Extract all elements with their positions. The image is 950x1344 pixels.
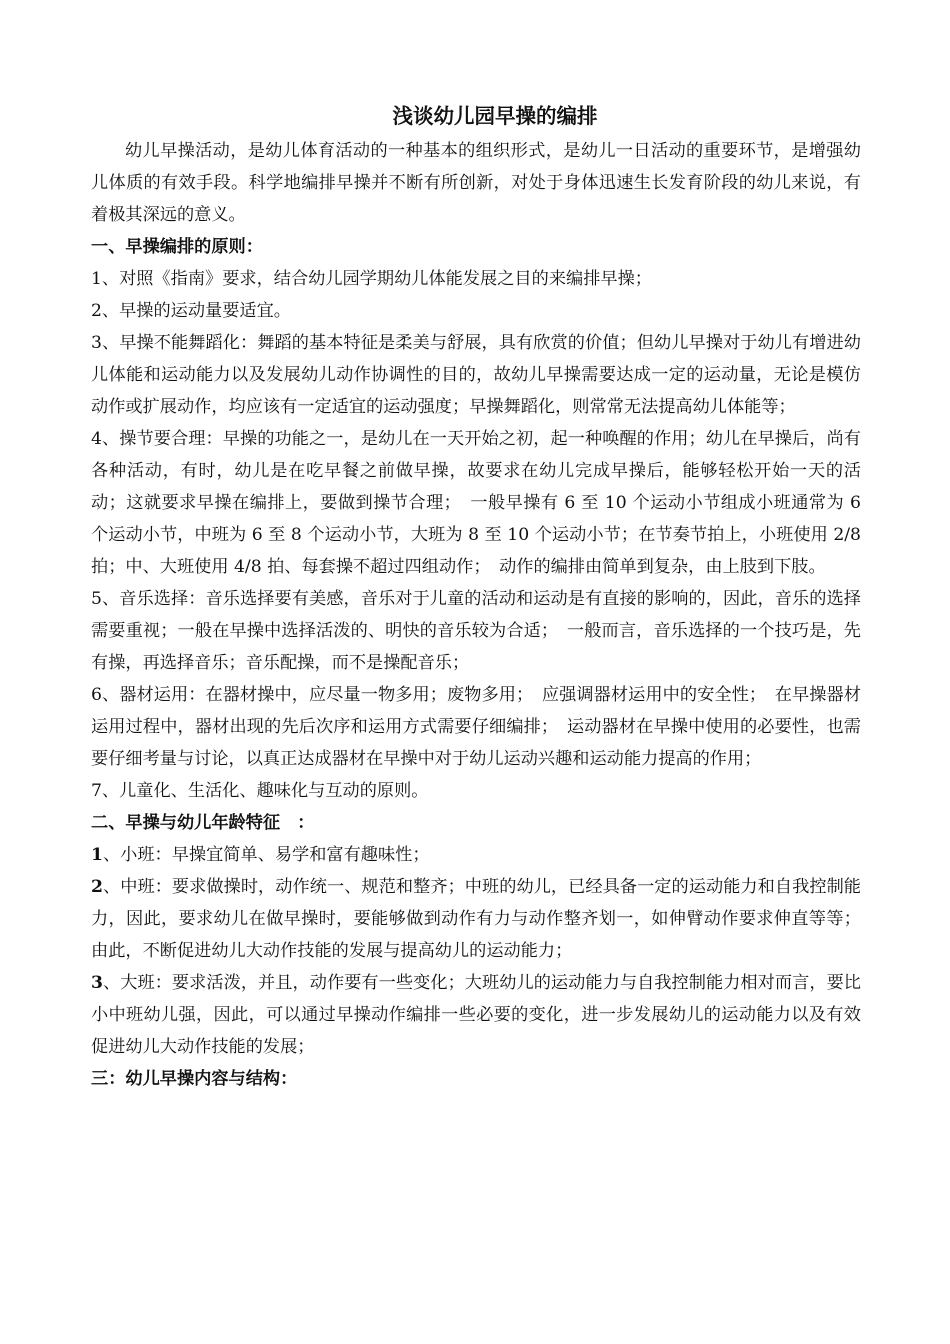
section-2-item-2 — [91, 871, 861, 967]
section-1-item-1: 1、对照《指南》要求，结合幼儿园学期幼儿体能发展之目的来编排早操； — [91, 269, 652, 289]
section-2-item-3 — [91, 967, 861, 1063]
item-number: 3 — [91, 973, 103, 993]
section-1-heading: 一、早操编排的原则： — [91, 237, 263, 257]
section-1-item-2: 2、早操的运动量要适宜。 — [91, 301, 291, 321]
section-2-heading: 二、早操与幼儿年龄特征 ： — [91, 813, 315, 833]
document-body — [91, 135, 861, 1095]
section-2-item-1 — [91, 839, 861, 871]
section-3-heading: 三：幼儿早操内容与结构： — [91, 1069, 298, 1089]
section-1-item-3: 3、早操不能舞蹈化：舞蹈的基本特征是柔美与舒展，具有欣赏的价值；但幼儿早操对于幼儿有增进幼儿体能和运动能力以及发展幼儿动作协调性的目的，故幼儿早操需要达成一定的运动量，无论是模仿动作或扩展动作，均应该有一定适宜的运动强度；早操舞蹈化，则常常无法提高幼儿体能等； — [91, 333, 861, 417]
item-number: 1 — [91, 845, 103, 865]
section-1-item-7: 7、儿童化、生活化、趣味化与互动的原则。 — [91, 781, 429, 801]
item-text: 、中班：要求做操时，动作统一、规范和整齐；中班的幼儿，已经具备一定的运动能力和自我控制能力，因此，要求幼儿在做早操时，要能够做到动作有力与动作整齐划一，如伸臂动作要求伸直等等；由此，不断促进幼儿大动作技能的发展与提高幼儿的运动能力； — [91, 877, 861, 961]
document-title: 浅谈幼儿园早操的编排 — [392, 104, 598, 128]
section-1-item-6: 6、器材运用：在器材操中，应尽量一物多用；废物多用； 应强调器材运用中的安全性； 在早操器材运用过程中，器材出现的先后次序和运用方式需要仔细编排； 运动器材在早操中使用的必要性，也需要仔细考量与讨论，以真正达成器材在早操中对于幼儿运动兴趣和运动能力提高的作用； — [91, 685, 861, 769]
intro-paragraph: 幼儿早操活动，是幼儿体育活动的一种基本的组织形式，是幼儿一日活动的重要环节，是增强幼儿体质的有效手段。科学地编排早操并不断有所创新，对处于身体迅速生长发育阶段的幼儿来说，有着极其深远的意义。 — [91, 141, 861, 225]
item-text: 、小班：早操宜简单、易学和富有趣味性； — [102, 845, 430, 865]
item-number: 2 — [91, 877, 103, 897]
item-text: 、大班：要求活泼，并且，动作要有一些变化；大班幼儿的运动能力与自我控制能力相对而言，要比小中班幼儿强，因此，可以通过早操动作编排一些必要的变化，进一步发展幼儿的运动能力以及有效促进幼儿大动作技能的发展； — [91, 973, 861, 1057]
section-1-item-4: 4、操节要合理：早操的功能之一，是幼儿在一天开始之初，起一种唤醒的作用；幼儿在早操后，尚有各种活动，有时，幼儿是在吃早餐之前做早操，故要求在幼儿完成早操后，能够轻松开始一天的活动；这就要求早操在编排上，要做到操节合理； 一般早操有 6 至 10 个运动小节组成小班通常为 6 个运动小节，中班为 6 至 8 个运动小节，大班为 8 至 10 个运动小节；在节奏节拍上，小班使用 2/8 拍；中、大班使用 4/8 拍、每套操不超过四组动作； 动作的编排由简单到复杂，由上肢到下肢。 — [91, 429, 861, 577]
section-1-item-5: 5、音乐选择：音乐选择要有美感，音乐对于儿童的活动和运动是有直接的影响的，因此，音乐的选择需要重视；一般在早操中选择活泼的、明快的音乐较为合适； 一般而言，音乐选择的一个技巧是，先有操，再选择音乐；音乐配操，而不是操配音乐； — [91, 589, 861, 673]
